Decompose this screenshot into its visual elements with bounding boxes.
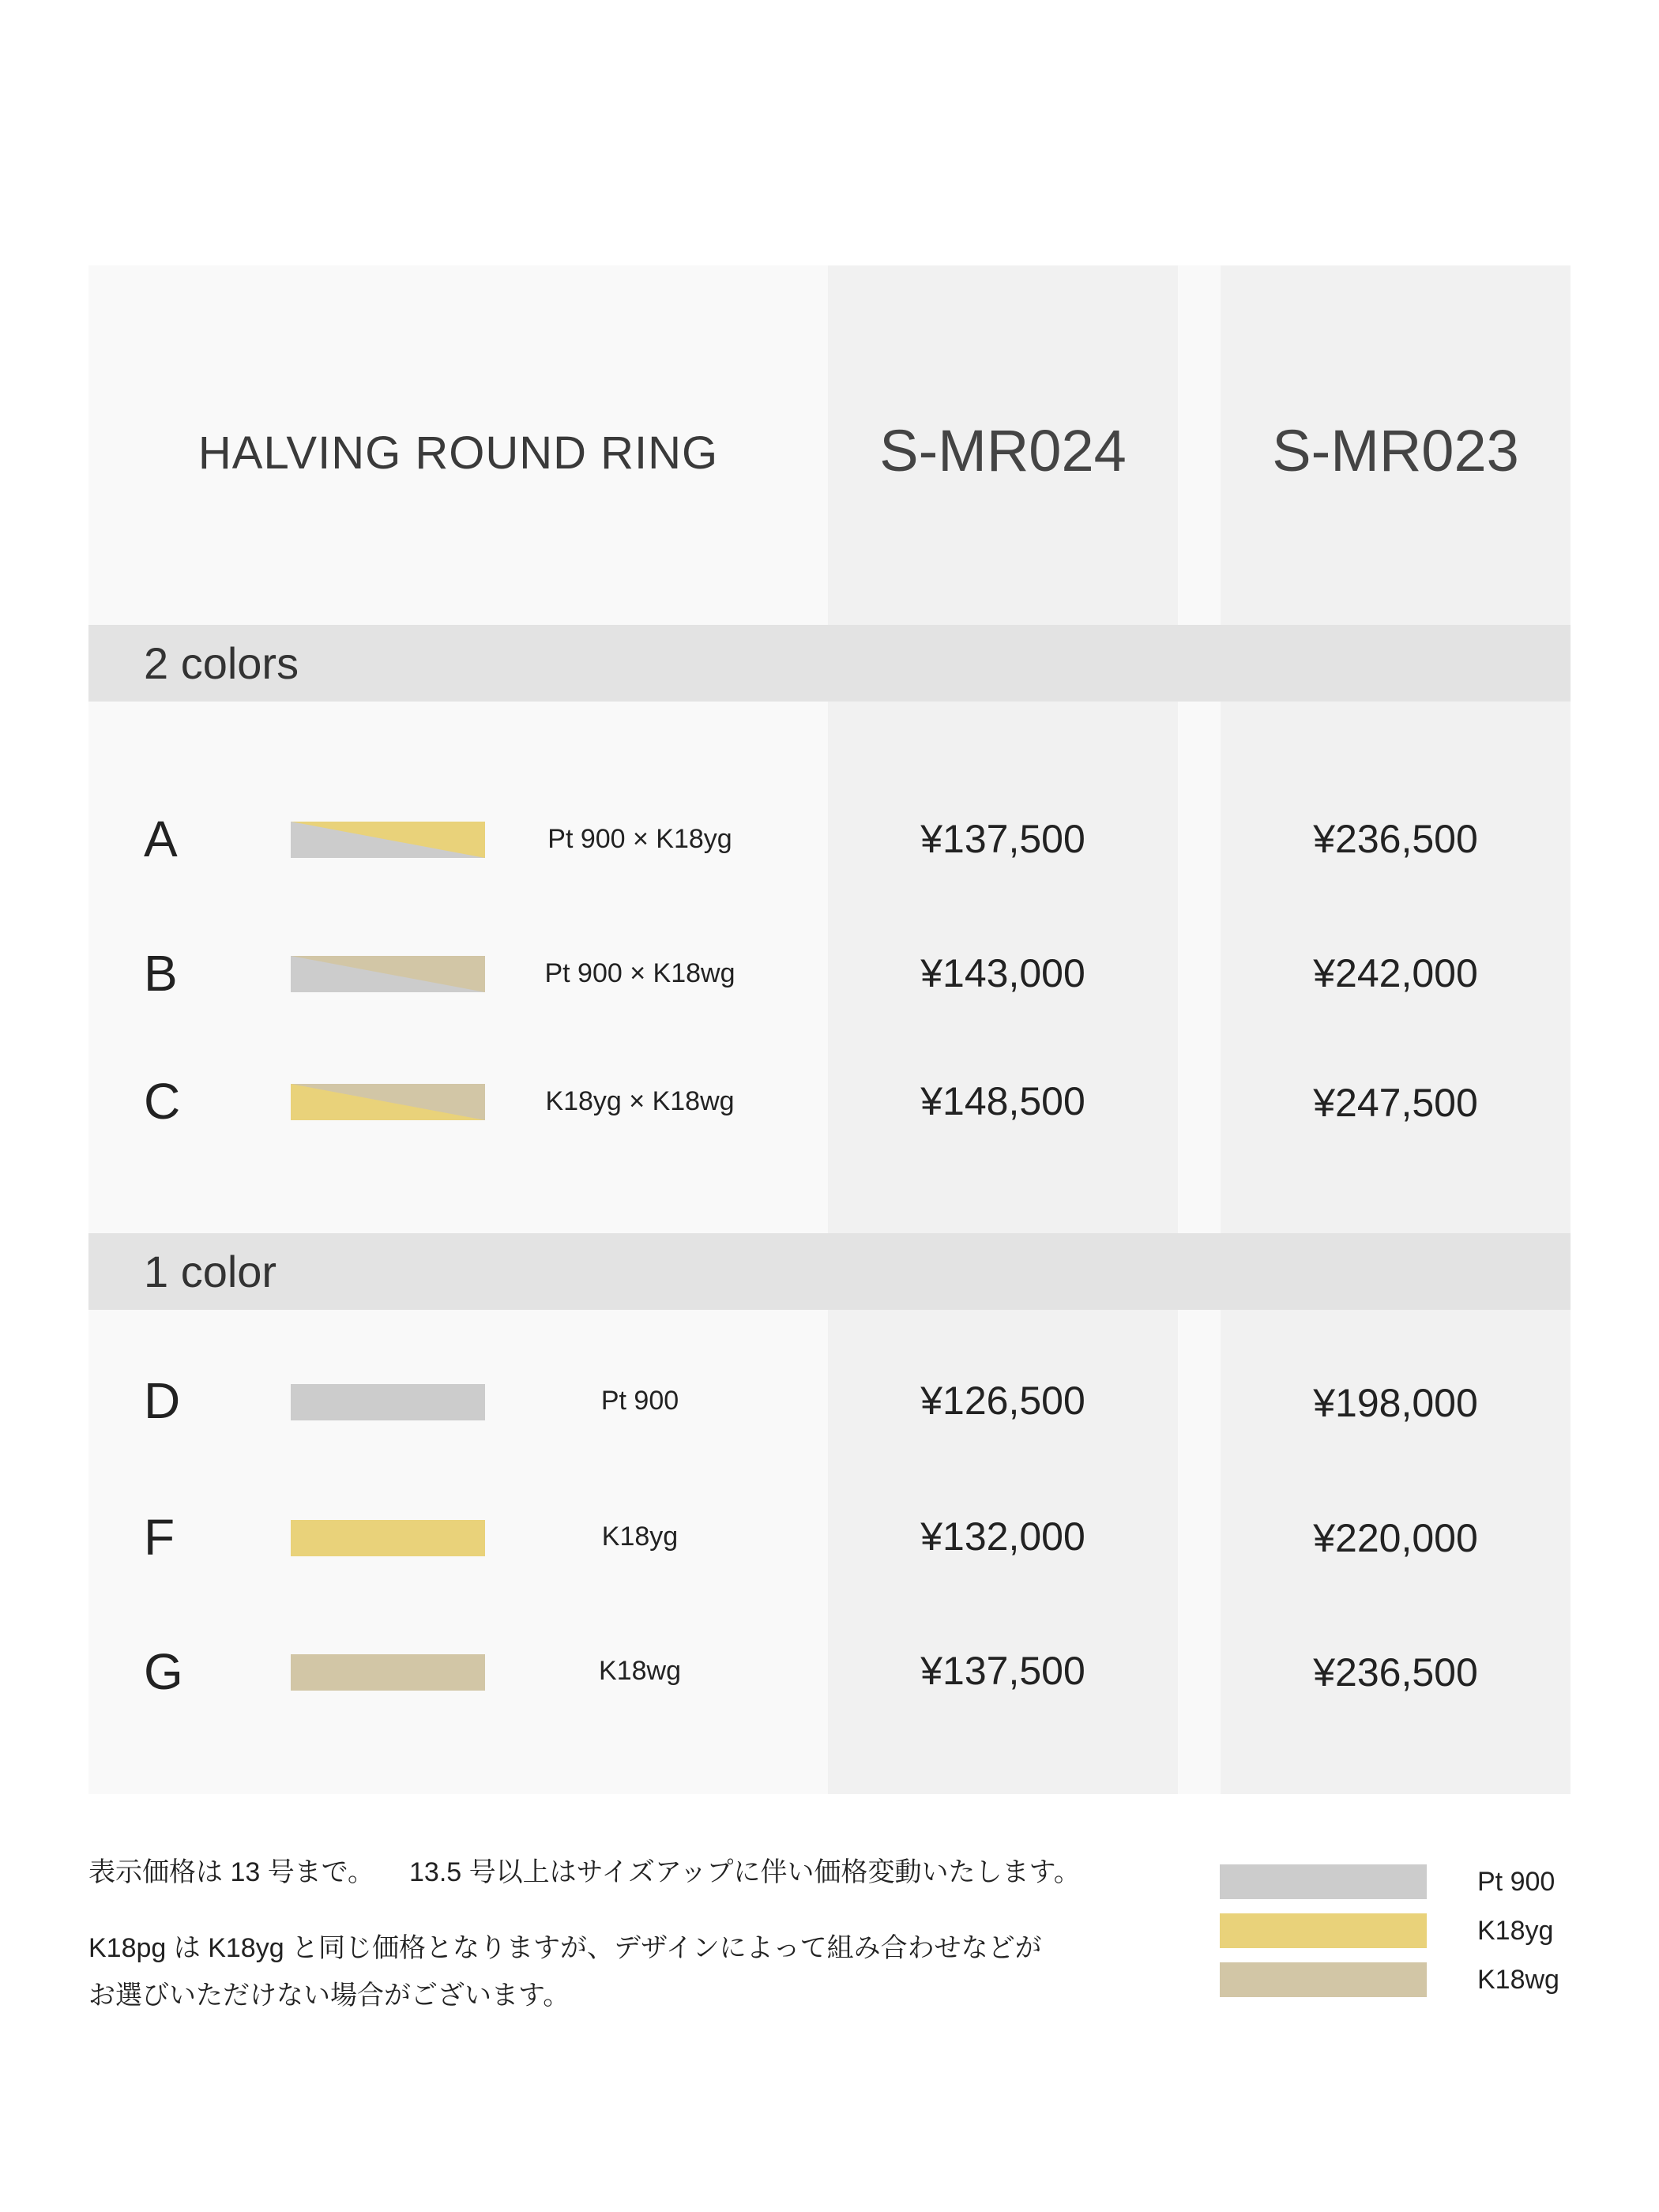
- note-size-up: 13.5 号以上はサイズアップに伴い価格変動いたします。: [409, 1857, 1081, 1887]
- row-letter: D: [144, 1372, 181, 1429]
- price-model-2: ¥236,500: [1313, 817, 1478, 861]
- material-swatch: [291, 956, 485, 992]
- material-swatch: [291, 822, 485, 858]
- row-letter: C: [144, 1073, 181, 1130]
- legend-label: K18yg: [1477, 1916, 1554, 1946]
- legend-swatch-pt900: [1220, 1864, 1427, 1899]
- material-swatch: [291, 1084, 485, 1120]
- legend-swatch-k18yg: [1220, 1913, 1427, 1948]
- material-swatch: [291, 1520, 485, 1556]
- price-model-1: ¥126,500: [920, 1379, 1085, 1423]
- section-band-2-colors: [88, 625, 1571, 702]
- row-material: Pt 900: [600, 1386, 679, 1416]
- material-swatch: [291, 1654, 485, 1691]
- model-name-2: S-MR023: [1272, 418, 1519, 483]
- row-letter: F: [144, 1509, 175, 1566]
- row-material: Pt 900 × K18yg: [547, 824, 732, 854]
- note-k18pg: K18pg は K18yg と同じ価格となりますが、デザインによって組み合わせなどが: [88, 1933, 1042, 1963]
- note-size-limit: 表示価格は 13 号まで。: [88, 1857, 375, 1887]
- row-letter: A: [144, 811, 178, 867]
- row-letter: B: [144, 945, 178, 1002]
- price-model-2: ¥198,000: [1313, 1381, 1478, 1425]
- price-model-1: ¥137,500: [920, 817, 1085, 861]
- row-material: K18yg × K18wg: [545, 1086, 735, 1116]
- section-band-1-color: [88, 1233, 1571, 1310]
- legend-label: K18wg: [1477, 1965, 1559, 1995]
- price-model-2: ¥236,500: [1313, 1650, 1478, 1695]
- price-model-2: ¥220,000: [1313, 1516, 1478, 1560]
- price-model-2: ¥242,000: [1313, 951, 1478, 995]
- price-model-1: ¥143,000: [920, 951, 1085, 995]
- price-model-1: ¥132,000: [920, 1514, 1085, 1559]
- row-material: K18wg: [599, 1656, 681, 1686]
- legend-label: Pt 900: [1477, 1867, 1556, 1897]
- note-k18pg-cont: お選びいただけない場合がございます。: [88, 1981, 570, 2011]
- section-label: 1 color: [144, 1247, 277, 1296]
- price-model-2: ¥247,500: [1313, 1081, 1478, 1125]
- row-material: Pt 900 × K18wg: [544, 958, 735, 988]
- row-material: K18yg: [601, 1522, 679, 1552]
- material-swatch: [291, 1384, 485, 1420]
- column-gap: [1178, 265, 1221, 1794]
- price-model-1: ¥137,500: [920, 1649, 1085, 1693]
- model-name-1: S-MR024: [879, 418, 1127, 483]
- product-title: HALVING ROUND RING: [198, 427, 719, 479]
- row-letter: G: [144, 1643, 183, 1700]
- legend-swatch-k18wg: [1220, 1962, 1427, 1997]
- model-column-1: [828, 265, 1178, 1794]
- section-label: 2 colors: [144, 638, 299, 688]
- price-model-1: ¥148,500: [920, 1079, 1085, 1123]
